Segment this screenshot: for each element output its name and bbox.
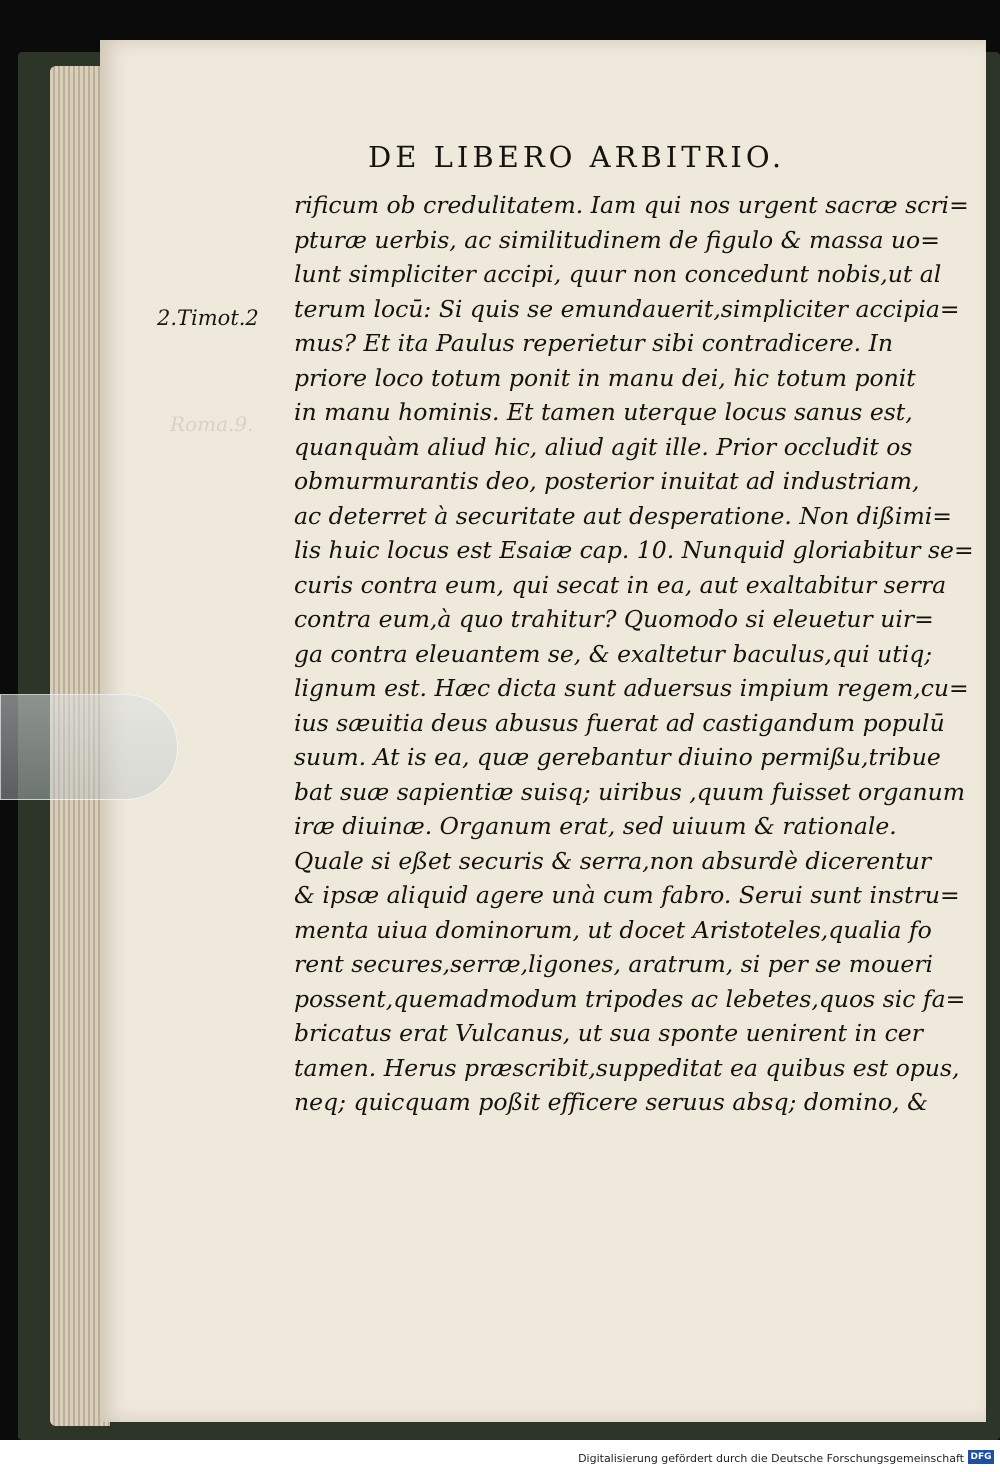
body-text <box>294 188 974 1120</box>
text-line: ga contra eleuantem se, & exaltetur baculus,qui utiq; <box>294 639 933 668</box>
text-line: iræ diuinæ. Organum erat, sed uiuum & rationale. <box>294 812 897 840</box>
text-line: priore loco totum ponit in manu dei, hic totum ponit <box>294 363 916 392</box>
text-line: bat suæ sapientiæ suisq; uiribus ,quum fuisset organum <box>294 777 966 806</box>
text-line: menta uiua dominorum, ut docet Aristoteles,qualia fo <box>294 915 932 944</box>
text-line: & ipsæ aliquid agere unà cum fabro. Serui sunt instru= <box>294 881 960 909</box>
text-line: bricatus erat Vulcanus, ut sua sponte uenirent in cer <box>294 1019 923 1047</box>
text-line: lunt simpliciter accipi, quur non concedunt nobis,ut al <box>294 260 942 288</box>
text-line: curis contra eum, qui secat in ea, aut exaltabitur serra <box>294 570 947 599</box>
margin-ghost-note: Roma.9. <box>170 412 254 436</box>
text-line: rificum ob credulitatem. Iam qui nos urgent sacræ scri= <box>294 191 969 219</box>
running-header: DE LIBERO ARBITRIO. <box>368 140 786 174</box>
text-line: rent secures,serræ,ligones, aratrum, si per se moueri <box>294 950 934 978</box>
text-line: lignum est. Hæc dicta sunt aduersus impium regem,cu= <box>294 674 969 702</box>
text-line: terum locū: Si quis se emundauerit,simpliciter accipia= <box>294 294 960 323</box>
text-line: in manu hominis. Et tamen uterque locus sanus est, <box>294 398 913 426</box>
text-line: tamen. Herus præscribit,suppeditat ea quibus est opus, <box>294 1053 960 1082</box>
page-clip <box>0 694 178 800</box>
text-line: neq; quicquam poßit efficere seruus absq; domino, & <box>294 1088 929 1116</box>
text-line: ac deterret à securitate aut desperatione. Non dißimi= <box>294 501 952 530</box>
text-line: suum. At is ea, quæ gerebantur diuino permißu,tribue <box>294 743 941 771</box>
dfg-logo-icon: DFG <box>968 1450 994 1464</box>
margin-note: 2.Timot.2 <box>157 306 259 330</box>
text-line: lis huic locus est Esaiæ cap. 10. Nunquid gloriabitur se= <box>294 536 974 564</box>
text-line: Quale si eßet securis & serra,non absurdè dicerentur <box>294 846 932 875</box>
text-line: contra eum,à quo trahitur? Quomodo si eleuetur uir= <box>294 605 934 633</box>
text-line: mus? Et ita Paulus reperietur sibi contradicere. In <box>294 329 894 357</box>
text-line: ius sæuitia deus abusus fuerat ad castigandum populū <box>294 708 945 737</box>
funding-credit: Digitalisierung gefördert durch die Deutsche Forschungsgemeinschaft <box>578 1452 964 1465</box>
text-line: possent,quemadmodum tripodes ac lebetes,quos sic fa= <box>294 984 966 1013</box>
text-line: pturæ uerbis, ac similitudinem de figulo & massa uo= <box>294 225 940 254</box>
text-line: quanquàm aliud hic, aliud agit ille. Prior occludit os <box>294 432 913 461</box>
text-line: obmurmurantis deo, posterior inuitat ad industriam, <box>294 467 920 495</box>
